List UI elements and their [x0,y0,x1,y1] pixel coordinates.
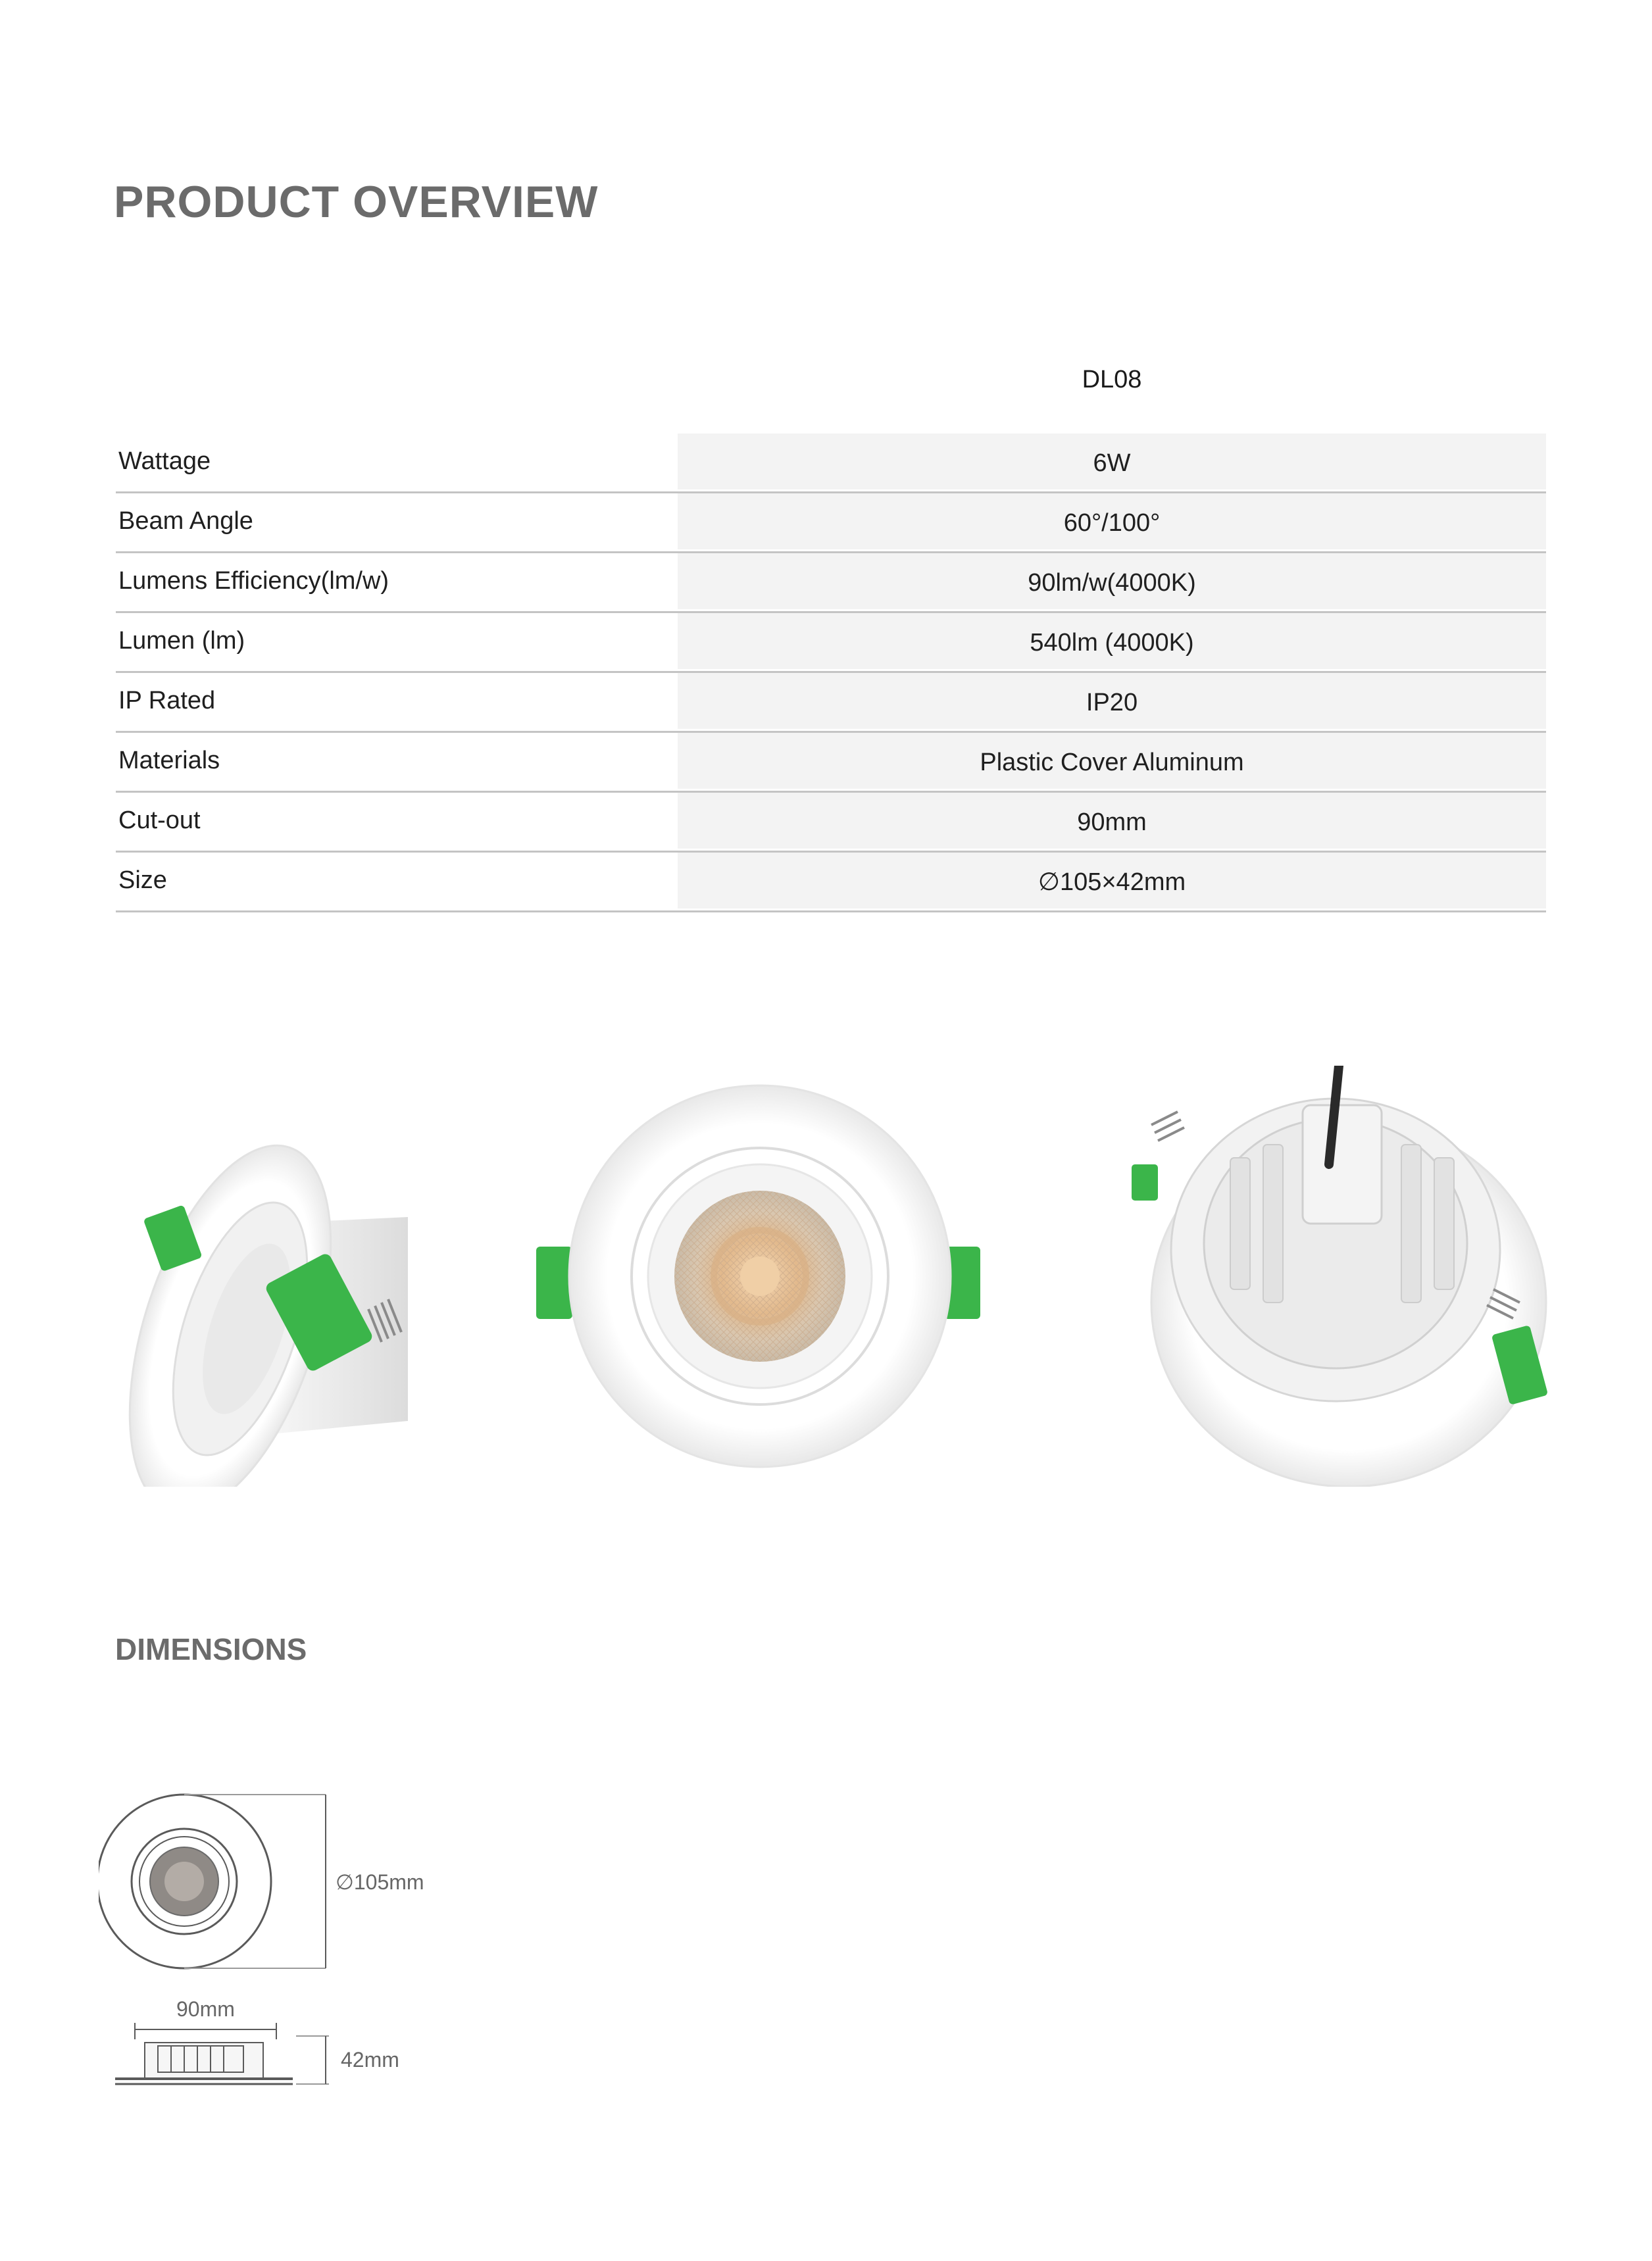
spec-row-ip-rated [116,673,1546,733]
top-view-drawing [99,1795,326,1968]
model-column-header: DL08 [1082,366,1142,393]
spec-row-lumen [116,613,1546,673]
spec-value: ∅105×42mm [678,853,1546,908]
diameter-label: ∅105mm [336,1870,424,1894]
dimensions-title: DIMENSIONS [115,1632,307,1666]
spec-row-beam-angle [116,493,1546,553]
product-front-view [536,1085,980,1467]
page-title: PRODUCT OVERVIEW [114,177,599,227]
spec-label: IP Rated [118,687,216,714]
spec-row-lumens-efficiency [116,553,1546,613]
height-label: 42mm [341,2048,399,2072]
spec-value: IP20 [678,673,1546,729]
dimension-drawings [99,1770,493,2138]
spec-label: Beam Angle [118,507,253,535]
spec-value: 90mm [678,793,1546,849]
spec-label: Materials [118,747,220,774]
cutout-label: 90mm [176,1997,235,2021]
product-images [99,1066,1572,1487]
spec-value: 540lm (4000K) [678,613,1546,669]
spec-label: Cut-out [118,807,201,834]
spec-row-materials [116,733,1546,793]
product-rear-view [1132,1066,1548,1487]
spec-row-cut-out [116,793,1546,853]
spec-value: 90lm/w(4000K) [678,553,1546,609]
spec-row-size [116,853,1546,912]
spec-table [116,434,1546,912]
spec-label: Lumens Efficiency(lm/w) [118,567,389,595]
spec-row-wattage [116,434,1546,493]
product-angled-view [99,1121,408,1487]
spec-value: Plastic Cover Aluminum [678,733,1546,789]
spec-label: Size [118,866,167,894]
spec-label: Lumen (lm) [118,627,245,655]
spec-value: 6W [678,434,1546,489]
side-view-drawing [115,2023,329,2084]
spec-label: Wattage [118,447,211,475]
spec-value: 60°/100° [678,493,1546,549]
